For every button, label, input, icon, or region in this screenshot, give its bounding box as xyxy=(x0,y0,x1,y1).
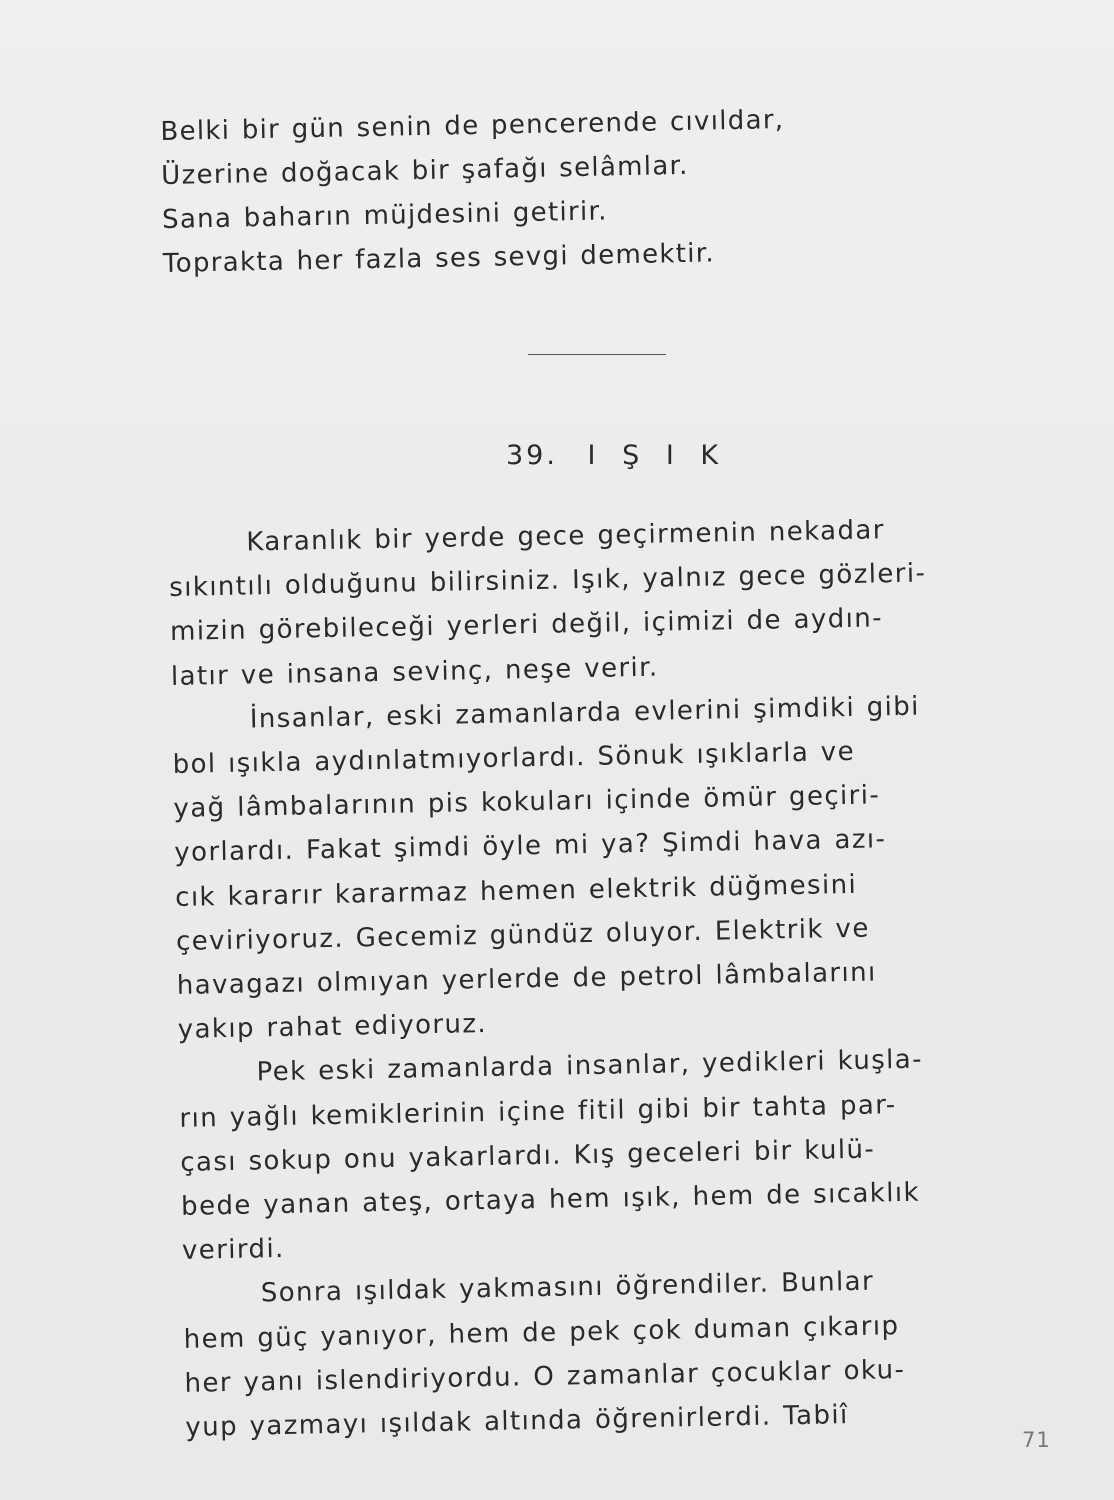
paragraph-line: yakıp rahat ediyoruz. xyxy=(177,1009,488,1046)
page-number: 71 xyxy=(1022,1428,1051,1452)
section-number: 39. xyxy=(506,440,558,471)
paragraph-line: bede yanan ateş, ortaya hem ışık, hem de sıcaklık xyxy=(180,1177,921,1222)
paragraph-line: Sonra ışıldak yakmasını öğrendiler. Bunlar xyxy=(260,1267,875,1309)
paragraph-line: mizin görebileceği yerleri değil, içimizi de aydın- xyxy=(169,603,884,648)
poem-line: Belki bir gün senin de pencerende cıvıldar, xyxy=(160,105,785,147)
paragraph-line: Karanlık bir yerde gece geçirmenin nekadar xyxy=(246,515,886,558)
paragraph-line: çeviriyoruz. Gecemiz gündüz oluyor. Elektrik ve xyxy=(175,913,870,957)
section-divider xyxy=(528,354,666,355)
paragraph-line: çası sokup onu yakarlardı. Kış geceleri bir kulü- xyxy=(180,1134,876,1178)
paragraph-line: her yanı islendiriyordu. O zamanlar çocuklar oku- xyxy=(184,1354,906,1399)
paragraph-line: verirdi. xyxy=(181,1234,286,1267)
section-heading xyxy=(506,440,727,471)
paragraph-line: rın yağlı kemiklerinin içine fitil gibi bir tahta par- xyxy=(179,1089,897,1134)
paragraph-line: havagazı olmıyan yerlerde de petrol lâmbalarını xyxy=(176,957,877,1001)
poem-stanza xyxy=(160,95,963,286)
poem-line: Üzerine doğacak bir şafağı selâmlar. xyxy=(160,150,689,191)
poem-line: Sana baharın müjdesini getirir. xyxy=(161,196,608,235)
paragraph-line: İnsanlar, eski zamanlarda evlerini şimdiki gibi xyxy=(249,691,921,735)
paragraph-line: hem güç yanıyor, hem de pek çok duman çıkarıp xyxy=(183,1310,900,1355)
paragraph-line: yorlardı. Fakat şimdi öyle mi ya? Şimdi hava azı- xyxy=(174,824,887,869)
paragraph-line: sıkıntılı olduğunu bilirsiniz. Işık, yalnız gece gözleri- xyxy=(168,558,927,604)
paragraph-line: latır ve insana sevinç, neşe verir. xyxy=(170,652,659,692)
paragraph-line: bol ışıkla aydınlatmıyorlardı. Sönuk ışıklarla ve xyxy=(172,736,856,780)
paragraph-line: yup yazmayı ışıldak altında öğrenirlerdi. Tabiî xyxy=(185,1400,849,1443)
paragraph-line: yağ lâmbalarının pis kokuları içinde ömür geçiri- xyxy=(173,780,881,825)
paragraph-line: cık kararır kararmaz hemen elektrik düğmesini xyxy=(174,869,858,913)
section-title: I Ş I K xyxy=(587,440,728,471)
poem-line: Toprakta her fazla ses sevgi demektir. xyxy=(162,238,716,279)
paragraph-line: Pek eski zamanlarda insanlar, yedikleri kuşla- xyxy=(256,1045,924,1088)
body-text xyxy=(168,505,1056,1450)
